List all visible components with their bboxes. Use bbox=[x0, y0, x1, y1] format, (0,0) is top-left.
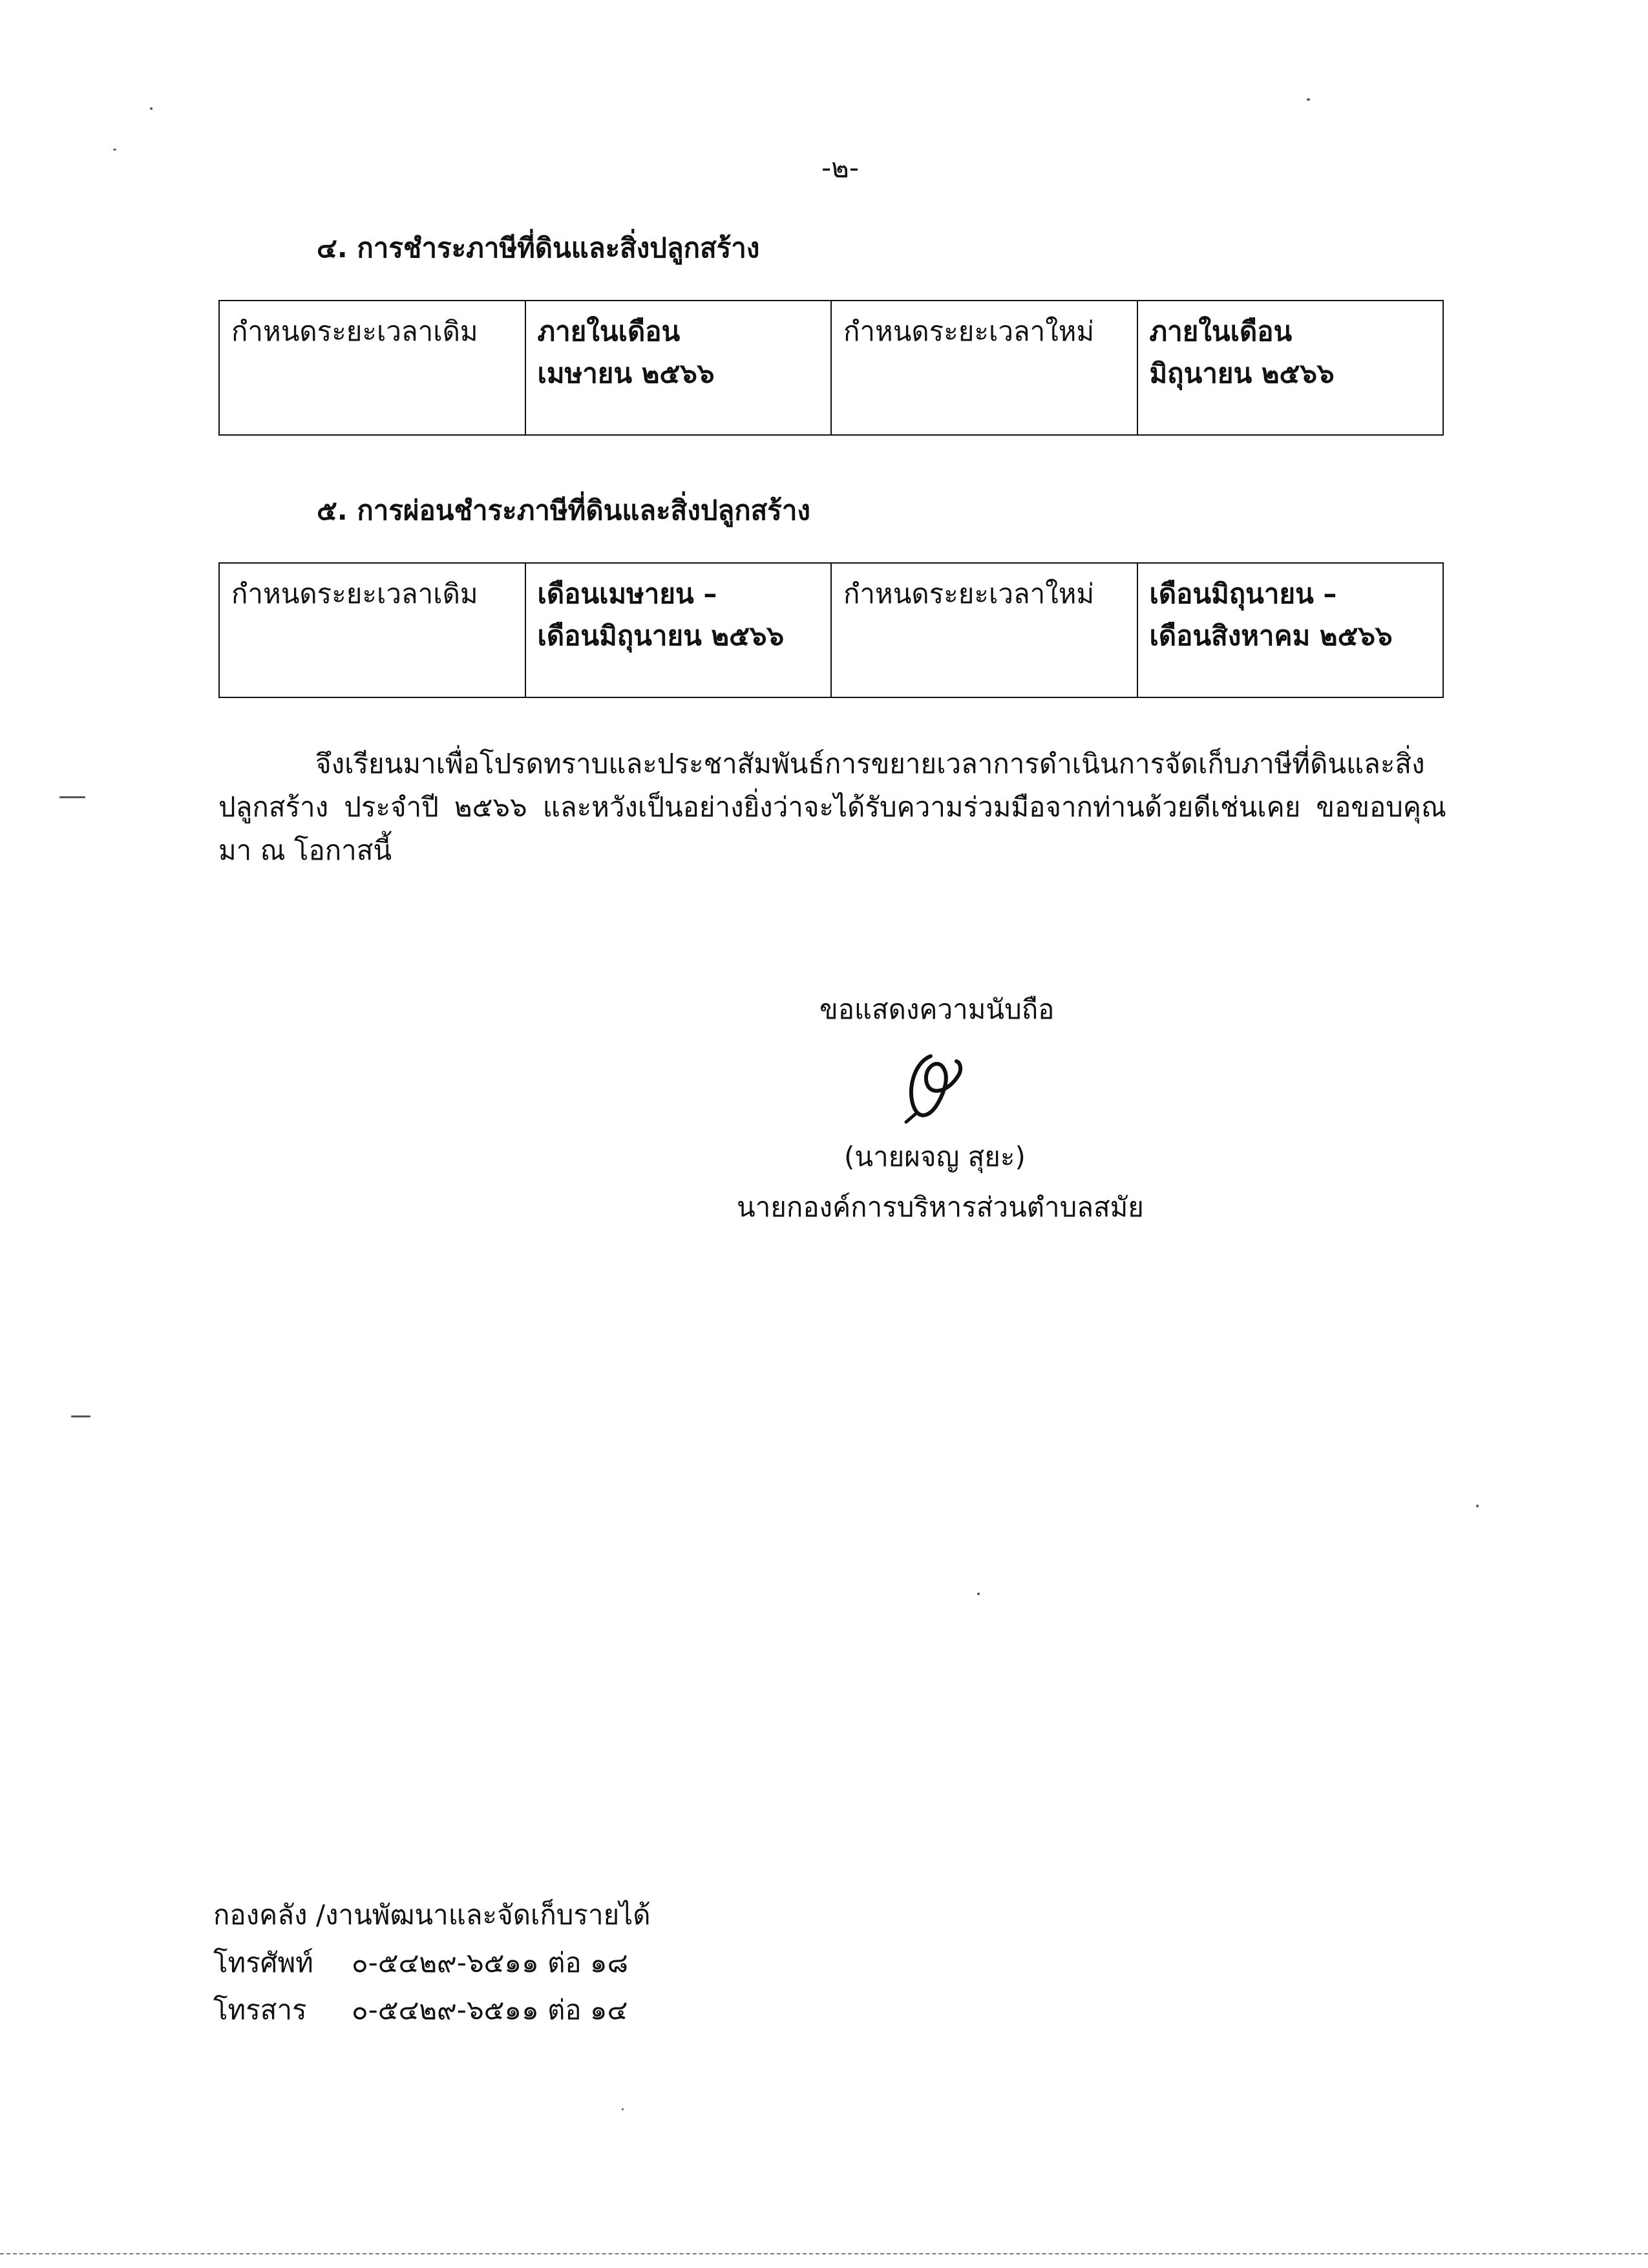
old-period-line-2: เมษายน ๒๕๖๖ bbox=[537, 357, 715, 390]
signature-mark bbox=[897, 1047, 968, 1125]
footer-fax: ๐-๕๔๒๙-๖๕๑๑ ต่อ ๑๔ bbox=[352, 1994, 628, 2026]
new-period-label-cell bbox=[831, 563, 1137, 697]
old-period-value-cell bbox=[525, 301, 832, 435]
table-row bbox=[219, 301, 1443, 435]
section-5-schedule-table bbox=[218, 562, 1444, 698]
old-period-line-2: เดือนมิถุนายน ๒๕๖๖ bbox=[537, 620, 785, 652]
footer-fax-row bbox=[213, 1986, 651, 2034]
new-period-line-1: เดือนมิถุนายน – bbox=[1149, 578, 1337, 609]
footer-phone-row bbox=[213, 1939, 651, 1987]
signer-title: นายกองค์การบริหารส่วนตำบลสมัย bbox=[737, 1191, 1144, 1223]
scan-speck bbox=[113, 149, 116, 151]
body-text: จึงเรียนมาเพื่อโปรดทราบและประชาสัมพันธ์การขยายเวลาการดำเนินการจัดเก็บภาษีที่ดินและสิ่งปลูกสร้าง ประจำปี ๒๕๖๖ และหวังเป็นอย่างยิ่งว่าจะได้รับความร่วมมือจากท่านด้วยดีเช่นเคย ขอขอบคุณมา ณ โอกาสนี้ bbox=[218, 748, 1446, 867]
scan-speck bbox=[622, 2108, 624, 2110]
scan-speck bbox=[71, 1415, 90, 1417]
scan-speck bbox=[59, 796, 85, 798]
new-period-line-2: เดือนสิงหาคม ๒๕๖๖ bbox=[1149, 620, 1393, 652]
new-period-label: กำหนดระยะเวลาใหม่ bbox=[843, 578, 1095, 609]
new-period-label-cell bbox=[831, 301, 1137, 435]
old-period-line-1: ภายในเดือน bbox=[537, 315, 681, 347]
old-period-label: กำหนดระยะเวลาเดิม bbox=[231, 578, 478, 609]
page-number: -๒- bbox=[821, 152, 859, 184]
scan-speck bbox=[1307, 98, 1310, 101]
old-period-value-cell bbox=[525, 563, 832, 697]
old-period-label: กำหนดระยะเวลาเดิม bbox=[231, 315, 478, 347]
footer-fax-label: โทรสาร bbox=[213, 1994, 307, 2026]
new-period-value-cell bbox=[1137, 301, 1444, 435]
contact-footer bbox=[213, 1891, 651, 2034]
footer-phone: ๐-๕๔๒๙-๖๕๑๑ ต่อ ๑๘ bbox=[352, 1946, 628, 1978]
section-5-heading: ๕. การผ่อนชำระภาษีที่ดินและสิ่งปลูกสร้าง bbox=[317, 494, 810, 526]
scan-speck bbox=[1476, 1505, 1479, 1507]
bottom-edge-line bbox=[0, 2253, 1648, 2254]
closing-salutation: ขอแสดงความนับถือ bbox=[819, 993, 1055, 1025]
old-period-label-cell bbox=[219, 301, 525, 435]
new-period-line-2: มิถุนายน ๒๕๖๖ bbox=[1149, 357, 1335, 390]
old-period-line-1: เดือนเมษายน – bbox=[537, 578, 717, 609]
section-4-heading: ๔. การชำระภาษีที่ดินและสิ่งปลูกสร้าง bbox=[317, 232, 760, 264]
new-period-value-cell bbox=[1137, 563, 1444, 697]
old-period-label-cell bbox=[219, 563, 525, 697]
signer-name: (นายผจญ สุยะ) bbox=[844, 1141, 1026, 1172]
table-row bbox=[219, 563, 1443, 697]
section-4-schedule-table bbox=[218, 300, 1444, 436]
footer-phone-label: โทรศัพท์ bbox=[213, 1946, 313, 1978]
body-paragraph bbox=[218, 742, 1446, 873]
new-period-line-1: ภายในเดือน bbox=[1149, 315, 1293, 347]
scan-speck bbox=[977, 1593, 980, 1595]
scan-speck bbox=[150, 107, 153, 110]
footer-department: กองคลัง /งานพัฒนาและจัดเก็บรายได้ bbox=[213, 1899, 651, 1931]
new-period-label: กำหนดระยะเวลาใหม่ bbox=[843, 315, 1095, 347]
